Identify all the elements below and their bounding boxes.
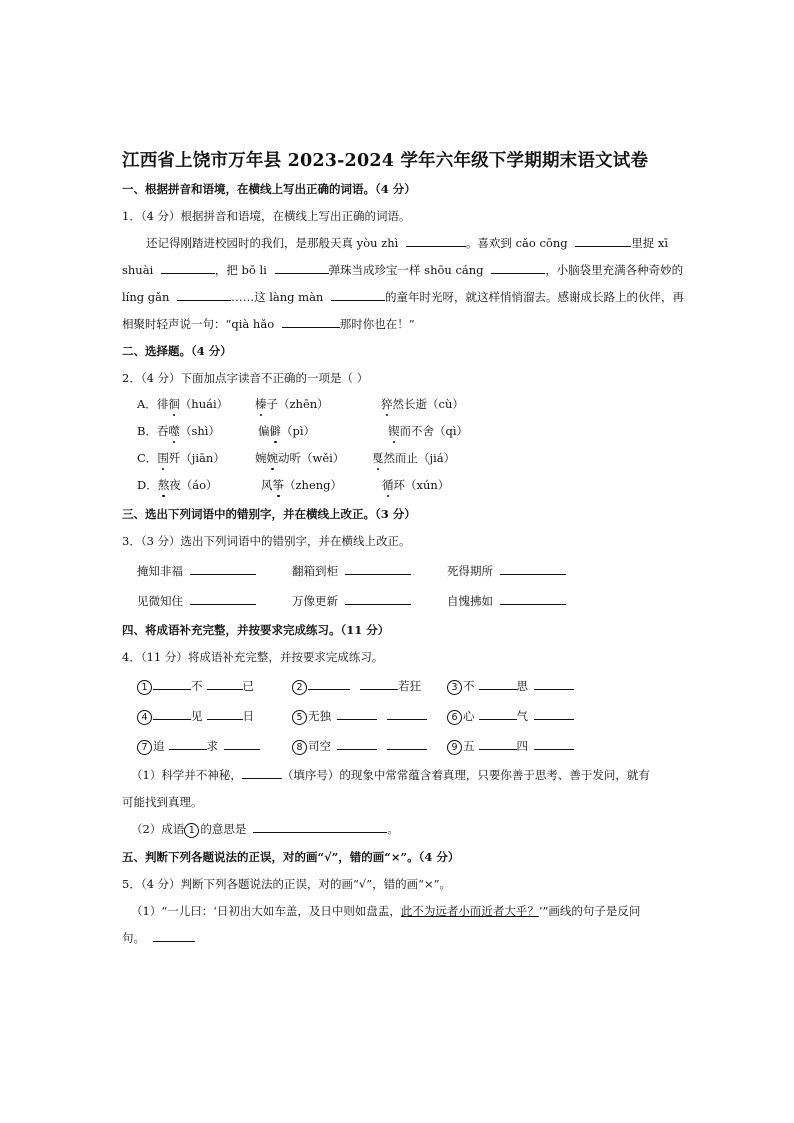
idiom-1 bbox=[137, 678, 254, 695]
text: 里捉 xī bbox=[631, 236, 669, 250]
answer-blank[interactable] bbox=[406, 235, 466, 247]
circled-number: 9 bbox=[447, 740, 462, 755]
answer-blank[interactable] bbox=[190, 593, 256, 605]
text: líng gǎn bbox=[122, 290, 170, 304]
question-1-stem: 1．（4 分）根据拼音和语境，在横线上写出正确的词语。 bbox=[122, 209, 411, 223]
word: 翻箱到柜 bbox=[292, 564, 338, 578]
text: （huái） bbox=[179, 397, 229, 411]
answer-blank[interactable] bbox=[153, 930, 195, 942]
word-item bbox=[137, 563, 256, 579]
option-label: D． bbox=[137, 478, 158, 492]
dotted-char: 僻 bbox=[269, 424, 281, 438]
text: 不 bbox=[463, 679, 475, 693]
circled-number: 1 bbox=[137, 680, 152, 695]
text: 四 bbox=[516, 739, 528, 753]
text: ，把 bō li bbox=[214, 263, 267, 277]
text: 歼（jiān） bbox=[168, 451, 225, 465]
text: 然而止（jiá） bbox=[383, 451, 456, 465]
dotted-char: 榛 bbox=[255, 397, 267, 411]
question-4-sub-2 bbox=[131, 821, 399, 838]
answer-blank[interactable] bbox=[331, 289, 385, 301]
question-5-sub-1-cont bbox=[122, 930, 195, 946]
option-label: B． bbox=[137, 424, 157, 438]
answer-blank[interactable] bbox=[500, 563, 566, 575]
answer-blank[interactable] bbox=[207, 708, 243, 720]
text: 已 bbox=[242, 679, 254, 693]
text: 那时你也在！” bbox=[339, 317, 415, 331]
option-a[interactable] bbox=[137, 396, 228, 412]
text: 求 bbox=[206, 739, 218, 753]
answer-blank[interactable] bbox=[275, 262, 329, 274]
text: ……这 làng màn bbox=[231, 290, 324, 304]
text: 夜（áo） bbox=[169, 478, 218, 492]
answer-blank[interactable] bbox=[308, 678, 350, 690]
word-item bbox=[447, 563, 566, 579]
text: 风 bbox=[261, 478, 273, 492]
option-b-item-3 bbox=[388, 423, 468, 439]
answer-blank[interactable] bbox=[575, 235, 631, 247]
answer-blank[interactable] bbox=[534, 738, 574, 750]
word: 自愧拂如 bbox=[447, 594, 493, 608]
option-c-item-2 bbox=[255, 450, 344, 466]
text: 还记得刚踏进校园时的我们，是那般天真 yòu zhì bbox=[146, 236, 399, 250]
text: 思 bbox=[516, 679, 528, 693]
idiom-8 bbox=[292, 738, 427, 755]
question-4-sub-1-cont: 可能找到真理。 bbox=[122, 795, 203, 809]
text: 气 bbox=[516, 709, 528, 723]
idiom-4 bbox=[137, 708, 254, 725]
text: 心 bbox=[463, 709, 475, 723]
text: 徘 bbox=[156, 397, 169, 411]
text: （pì） bbox=[281, 424, 316, 438]
question-1-line-4 bbox=[122, 316, 415, 332]
dotted-char: 锲 bbox=[388, 424, 400, 438]
dotted-char: 围 bbox=[157, 451, 169, 465]
question-5-sub-1 bbox=[131, 903, 640, 919]
question-1-line-2 bbox=[122, 262, 683, 278]
underlined-sentence: 此不为远者小而近者大乎？ bbox=[400, 904, 539, 918]
text: 司空 bbox=[308, 739, 331, 753]
question-1-line-3 bbox=[122, 289, 684, 305]
text: ’”画线的句子是反问 bbox=[538, 904, 641, 918]
text: 的童年时光呀，就这样悄悄溜去。感谢成长路上的伙伴，再 bbox=[385, 290, 684, 304]
answer-blank[interactable] bbox=[500, 593, 566, 605]
text: 然长逝（cù） bbox=[392, 397, 464, 411]
option-c-item-3 bbox=[372, 450, 455, 466]
section-2-heading: 二、选择题。（4 分） bbox=[122, 344, 232, 358]
word-item bbox=[447, 593, 566, 609]
word: 死得期所 bbox=[447, 564, 493, 578]
circled-number: 4 bbox=[137, 710, 152, 725]
section-3-heading: 三、选出下列词语中的错别字，并在横线上改正。（3 分） bbox=[122, 507, 416, 521]
circled-number: 1 bbox=[184, 823, 199, 838]
answer-blank[interactable] bbox=[387, 708, 427, 720]
answer-blank[interactable] bbox=[360, 678, 398, 690]
text: （2）成语 bbox=[131, 822, 185, 836]
text: 相聚时轻声说一句：“qià hǎo bbox=[122, 317, 275, 331]
answer-blank[interactable] bbox=[534, 678, 574, 690]
dotted-char: 噬 bbox=[168, 424, 180, 438]
text: 吞 bbox=[156, 424, 169, 438]
answer-blank[interactable] bbox=[153, 708, 191, 720]
text: 句。 bbox=[122, 931, 145, 945]
text: 五 bbox=[463, 739, 475, 753]
question-2-stem: 2．（4 分）下面加点字读音不正确的一项是（ ） bbox=[122, 371, 369, 385]
dotted-char: 熬 bbox=[157, 478, 170, 492]
idiom-3 bbox=[447, 678, 574, 695]
circled-number: 6 bbox=[447, 710, 462, 725]
text: 追 bbox=[153, 739, 165, 753]
dotted-char: 循 bbox=[382, 478, 394, 492]
word-item bbox=[292, 563, 411, 579]
text: （填序号）的现象中常常蕴含着真理，只要你善于思考、善于发问，就有 bbox=[281, 768, 650, 782]
question-5-stem: 5．（4 分）判断下列各题说法的正误，对的画“√”，错的画“×”。 bbox=[122, 877, 452, 891]
text: （zheng） bbox=[284, 478, 343, 492]
dotted-char: 婉 bbox=[266, 451, 278, 465]
text: 偏 bbox=[258, 424, 270, 438]
section-4-heading: 四、将成语补充完整，并按要求完成练习。（11 分） bbox=[122, 623, 390, 637]
word-item bbox=[137, 593, 256, 609]
answer-blank[interactable] bbox=[345, 563, 411, 575]
section-1-heading: 一、根据拼音和语境，在横线上写出正确的词语。（4 分） bbox=[122, 182, 416, 196]
answer-blank[interactable] bbox=[169, 738, 207, 750]
answer-blank[interactable] bbox=[479, 678, 517, 690]
option-b[interactable] bbox=[137, 423, 220, 439]
question-4-stem: 4．（11 分）将成语补充完整，并按要求完成练习。 bbox=[122, 650, 384, 664]
answer-blank[interactable] bbox=[224, 738, 260, 750]
answer-blank[interactable] bbox=[479, 738, 517, 750]
answer-blank[interactable] bbox=[177, 289, 231, 301]
text: （1）“一儿曰：‘日初出大如车盖，及日中则如盘盂， bbox=[131, 904, 401, 918]
answer-blank[interactable] bbox=[479, 708, 517, 720]
text: ，小脑袋里充满各种奇妙的 bbox=[545, 263, 684, 277]
dotted-char: 戛 bbox=[372, 451, 384, 465]
word: 万像更新 bbox=[292, 594, 338, 608]
word-item bbox=[292, 593, 411, 609]
answer-blank[interactable] bbox=[153, 678, 191, 690]
word: 见微知住 bbox=[137, 594, 183, 608]
answer-blank[interactable] bbox=[242, 767, 282, 779]
text: 日 bbox=[242, 709, 254, 723]
dotted-char: 猝 bbox=[381, 397, 393, 411]
text: （1）科学并不神秘， bbox=[131, 768, 242, 782]
option-a-item-2 bbox=[255, 396, 329, 412]
answer-blank[interactable] bbox=[282, 316, 340, 328]
answer-blank[interactable] bbox=[207, 678, 243, 690]
text: 环（xún） bbox=[393, 478, 450, 492]
answer-blank[interactable] bbox=[337, 708, 377, 720]
option-d-item-3 bbox=[382, 477, 449, 493]
text: 无独 bbox=[308, 709, 331, 723]
option-d-item-2 bbox=[261, 477, 342, 493]
text: 婉 bbox=[255, 451, 267, 465]
option-c[interactable] bbox=[137, 450, 225, 466]
text: shuài bbox=[122, 263, 154, 277]
idiom-7 bbox=[137, 738, 260, 755]
option-a-item-3 bbox=[381, 396, 464, 412]
circled-number: 5 bbox=[292, 710, 307, 725]
option-label: C． bbox=[137, 451, 158, 465]
idiom-6 bbox=[447, 708, 574, 725]
circled-number: 7 bbox=[137, 740, 152, 755]
question-4-sub-1 bbox=[131, 767, 650, 783]
answer-blank[interactable] bbox=[345, 593, 411, 605]
text: 子（zhēn） bbox=[266, 397, 329, 411]
text: 动听（wěi） bbox=[278, 451, 345, 465]
answer-blank[interactable] bbox=[161, 262, 215, 274]
text: （shì） bbox=[179, 424, 220, 438]
dotted-char: 筝 bbox=[272, 478, 284, 492]
circled-number: 3 bbox=[447, 680, 462, 695]
question-1-line-1 bbox=[146, 235, 668, 251]
dotted-char: 徊 bbox=[168, 397, 180, 411]
text: 。 bbox=[387, 822, 399, 836]
circled-number: 8 bbox=[292, 740, 307, 755]
answer-blank[interactable] bbox=[491, 262, 545, 274]
idiom-9 bbox=[447, 738, 574, 755]
page-title: 江西省上饶市万年县 2023-2024 学年六年级下学期期末语文试卷 bbox=[122, 151, 649, 171]
answer-blank[interactable] bbox=[337, 738, 377, 750]
text: 不 bbox=[191, 679, 203, 693]
word: 掩知非福 bbox=[137, 564, 183, 578]
circled-number: 2 bbox=[292, 680, 307, 695]
option-label: A． bbox=[137, 397, 157, 411]
answer-blank[interactable] bbox=[534, 708, 574, 720]
idiom-2 bbox=[292, 678, 421, 695]
text: 若狂 bbox=[398, 679, 421, 693]
idiom-5 bbox=[292, 708, 427, 725]
answer-blank[interactable] bbox=[387, 738, 427, 750]
answer-blank[interactable] bbox=[190, 563, 256, 575]
question-3-stem: 3．（3 分）选出下列词语中的错别字，并在横线上改正。 bbox=[122, 534, 411, 548]
option-d[interactable] bbox=[137, 477, 218, 493]
text: 。喜欢到 cǎo cōng bbox=[465, 236, 568, 250]
option-b-item-2 bbox=[258, 423, 315, 439]
text: 的意思是 bbox=[200, 822, 247, 836]
text: 见 bbox=[191, 709, 203, 723]
section-5-heading: 五、判断下列各题说法的正误，对的画“√”，错的画“×”。（4 分） bbox=[122, 850, 460, 864]
text: 而不舍（qì） bbox=[399, 424, 469, 438]
answer-blank[interactable] bbox=[253, 821, 387, 833]
text: 弹珠当成珍宝一样 shōu cáng bbox=[328, 263, 484, 277]
